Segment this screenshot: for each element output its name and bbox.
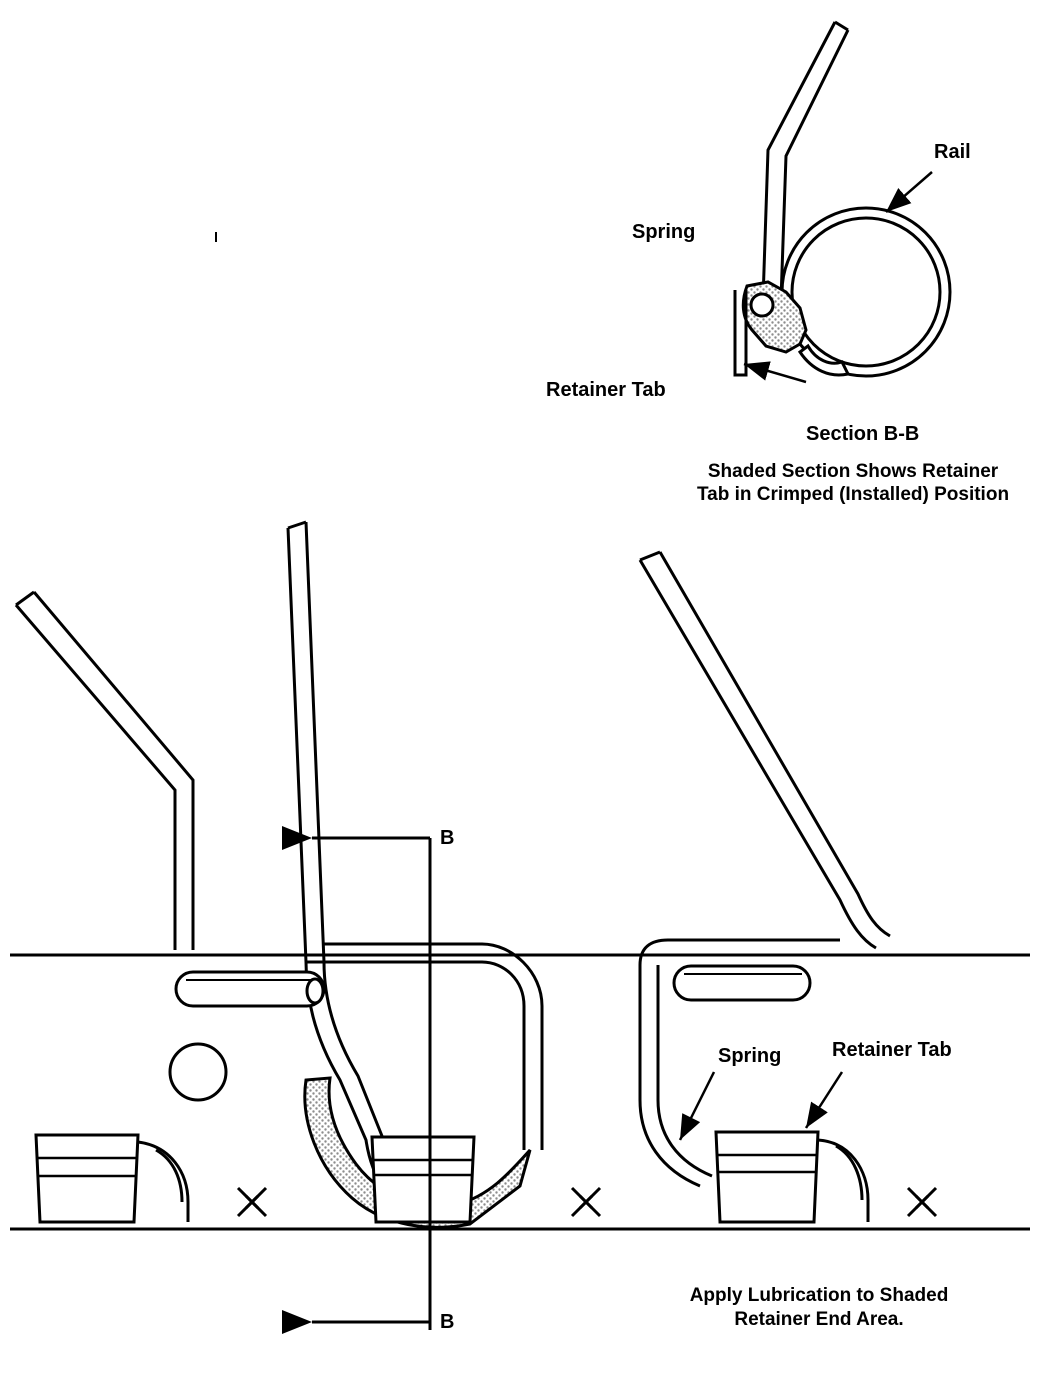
spring-right: [640, 552, 890, 1186]
retainer-tab-leader-line-main: [806, 1072, 842, 1128]
fastener-marks: [238, 1188, 936, 1216]
rail-slot-right: [674, 966, 810, 1000]
section-bb-label: Section B-B: [806, 423, 920, 445]
retainer-tab-label-detail: Retainer Tab: [546, 379, 666, 401]
spring-label-detail: Spring: [632, 221, 696, 243]
rail-leader-line: [886, 172, 932, 212]
fastener-mark-1: [238, 1188, 266, 1216]
rail-label: Rail: [934, 141, 971, 163]
spring-leader-line: [680, 1072, 714, 1140]
pin-hole: [307, 979, 323, 1003]
rail-inner-circle: [792, 218, 940, 366]
detail-caption-line-1: Shaded Section Shows Retainer: [707, 461, 999, 482]
retainer-tab-label-main: Retainer Tab: [832, 1039, 952, 1061]
spring-label-main: Spring: [718, 1045, 782, 1067]
section-marker-top: B: [440, 827, 455, 849]
retainer-tab-leader-line: [744, 364, 806, 382]
pivot-pin: [751, 294, 773, 316]
retainer-cup-center: [372, 1137, 474, 1222]
retainer-cup-right: [716, 1132, 868, 1222]
main-assembly-view: [10, 232, 1030, 1330]
spring-left: [16, 592, 193, 950]
section-bb-detail: [735, 22, 950, 382]
fastener-mark-2: [572, 1188, 600, 1216]
fastener-mark-3: [908, 1188, 936, 1216]
section-marker-bottom: B: [440, 1311, 455, 1333]
detail-caption-line-2: Tab in Crimped (Installed) Position: [696, 484, 1010, 505]
lubrication-note-line-2: Retainer End Area.: [734, 1309, 904, 1330]
retainer-cup-left: [36, 1135, 188, 1222]
spring-wire-cap-top: [835, 22, 848, 30]
pivot-hole-circle: [170, 1044, 226, 1100]
rail-slot-left: [176, 972, 324, 1006]
lubrication-note-line-1: Apply Lubrication to Shaded: [689, 1285, 949, 1306]
